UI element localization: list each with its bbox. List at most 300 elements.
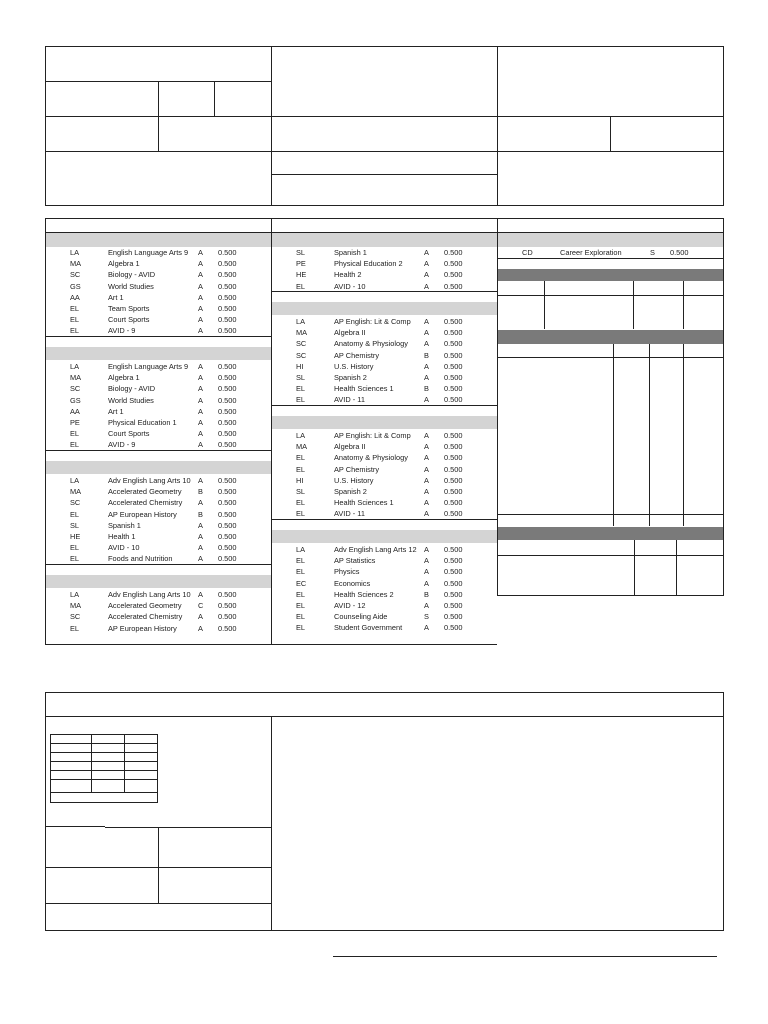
course-code: HI bbox=[296, 361, 304, 371]
course-row bbox=[272, 361, 497, 372]
course-row bbox=[46, 428, 271, 439]
course-grade: A bbox=[424, 556, 429, 566]
course-grade: A bbox=[424, 600, 429, 610]
course-grade: A bbox=[198, 440, 203, 450]
course-grade: S bbox=[424, 612, 429, 622]
course-grade: A bbox=[424, 567, 429, 577]
course-row bbox=[46, 395, 271, 406]
course-row bbox=[46, 509, 271, 520]
course-course: AP Chemistry bbox=[334, 350, 380, 360]
course-credit: 0.500 bbox=[218, 590, 237, 599]
course-grade: A bbox=[424, 545, 429, 554]
course-row bbox=[46, 553, 271, 564]
course-row bbox=[272, 394, 497, 405]
course-grade: A bbox=[198, 303, 203, 313]
course-course: Accelerated Geometry bbox=[108, 601, 182, 611]
course-course: Health 2 bbox=[334, 270, 362, 280]
course-grade: A bbox=[198, 270, 203, 280]
course-grade: A bbox=[198, 373, 203, 383]
course-credit: 0.500 bbox=[444, 431, 463, 440]
course-course: World Studies bbox=[108, 395, 154, 405]
course-course: Adv English Lang Arts 12 bbox=[334, 545, 417, 554]
course-credit: 0.500 bbox=[218, 601, 237, 611]
course-course: U.S. History bbox=[334, 361, 374, 371]
course-credit: 0.500 bbox=[444, 328, 463, 338]
course-code: GS bbox=[70, 395, 81, 405]
course-row bbox=[46, 497, 271, 508]
course-grade: A bbox=[424, 281, 429, 291]
course-credit: 0.500 bbox=[218, 292, 237, 302]
course-grade: A bbox=[198, 498, 203, 508]
course-code: LA bbox=[296, 545, 306, 554]
grid-line bbox=[50, 743, 158, 744]
course-group bbox=[272, 247, 497, 292]
course-grade: C bbox=[198, 601, 204, 611]
summary-section bbox=[45, 692, 724, 931]
course-grade: A bbox=[424, 431, 429, 440]
course-code: LA bbox=[296, 317, 306, 326]
course-course: World Studies bbox=[108, 281, 154, 291]
course-credit: 0.500 bbox=[218, 623, 237, 633]
course-code: SC bbox=[70, 384, 81, 394]
course-code: HE bbox=[296, 270, 307, 280]
course-course: AP Chemistry bbox=[334, 464, 380, 474]
course-grade: A bbox=[198, 395, 203, 405]
course-code: EC bbox=[296, 578, 307, 588]
course-course: Accelerated Chemistry bbox=[108, 498, 183, 508]
course-code: PE bbox=[70, 417, 80, 427]
course-credit: 0.500 bbox=[444, 589, 463, 599]
course-row bbox=[46, 258, 271, 269]
course-code: EL bbox=[296, 498, 306, 508]
course-course: Algebra 1 bbox=[108, 259, 140, 269]
course-row bbox=[46, 314, 271, 325]
course-row bbox=[272, 372, 497, 383]
course-course: Adv English Lang Arts 10 bbox=[108, 590, 191, 599]
course-row bbox=[272, 350, 497, 361]
course-grade: A bbox=[424, 486, 429, 496]
course-code: EL bbox=[296, 600, 306, 610]
course-course: Adv English Lang Arts 10 bbox=[108, 476, 191, 485]
course-code: EL bbox=[70, 554, 80, 564]
course-code: LA bbox=[70, 476, 80, 485]
course-grade: A bbox=[198, 315, 203, 325]
course-row bbox=[272, 508, 497, 519]
course-grade: A bbox=[424, 395, 429, 405]
course-group bbox=[272, 544, 497, 634]
course-grade: A bbox=[424, 442, 429, 452]
course-credit: 0.500 bbox=[218, 406, 237, 416]
course-grade: A bbox=[198, 259, 203, 269]
course-course: Student Government bbox=[334, 623, 403, 633]
course-row bbox=[272, 600, 497, 611]
course-grade: A bbox=[424, 453, 429, 463]
course-grade: A bbox=[198, 417, 203, 427]
course-grade: A bbox=[198, 543, 203, 553]
course-credit: 0.500 bbox=[444, 361, 463, 371]
course-code: GS bbox=[70, 281, 81, 291]
course-credit: 0.500 bbox=[218, 303, 237, 313]
course-row bbox=[46, 600, 271, 611]
course-credit: 0.500 bbox=[218, 531, 237, 541]
course-grade: A bbox=[198, 362, 203, 371]
course-code: EL bbox=[296, 464, 306, 474]
course-grade: A bbox=[198, 292, 203, 302]
course-course: AP English: Lit & Comp bbox=[334, 431, 411, 440]
course-grade: B bbox=[424, 350, 429, 360]
course-row bbox=[272, 258, 497, 269]
course-row bbox=[272, 281, 497, 292]
course-row bbox=[46, 623, 271, 634]
course-row bbox=[46, 611, 271, 622]
course-credit: 0.500 bbox=[444, 600, 463, 610]
course-grade: A bbox=[198, 612, 203, 622]
course-group bbox=[46, 475, 271, 565]
course-code: LA bbox=[70, 590, 80, 599]
course-row bbox=[498, 247, 723, 258]
course-code: SL bbox=[296, 486, 306, 496]
course-credit: 0.500 bbox=[444, 567, 463, 577]
course-credit: 0.500 bbox=[444, 612, 463, 622]
course-code: AA bbox=[70, 292, 80, 302]
course-row bbox=[46, 383, 271, 394]
course-code: EL bbox=[296, 395, 306, 405]
course-course: AP European History bbox=[108, 509, 177, 519]
course-code: MA bbox=[70, 373, 82, 383]
course-grade: A bbox=[424, 498, 429, 508]
course-grade: A bbox=[198, 384, 203, 394]
course-code: EL bbox=[70, 303, 80, 313]
course-code: EL bbox=[296, 589, 306, 599]
course-course: Biology - AVID bbox=[108, 270, 156, 280]
course-credit: 0.500 bbox=[444, 578, 463, 588]
grid-line bbox=[50, 761, 158, 762]
course-code: EL bbox=[296, 567, 306, 577]
course-course: Spanish 2 bbox=[334, 486, 367, 496]
course-row bbox=[272, 247, 497, 258]
course-row bbox=[272, 452, 497, 463]
course-course: Art 1 bbox=[108, 292, 124, 302]
course-grade: A bbox=[424, 270, 429, 280]
course-row bbox=[46, 269, 271, 280]
signature-line bbox=[333, 956, 717, 957]
course-credit: 0.500 bbox=[444, 556, 463, 566]
course-grade: A bbox=[424, 509, 429, 519]
course-row bbox=[46, 361, 271, 372]
course-credit: 0.500 bbox=[218, 315, 237, 325]
course-grade: A bbox=[424, 328, 429, 338]
course-grade: A bbox=[198, 520, 203, 530]
course-row bbox=[272, 430, 497, 441]
course-code: EL bbox=[296, 281, 306, 291]
course-row bbox=[46, 247, 271, 258]
form-rule bbox=[45, 867, 271, 868]
course-credit: 0.500 bbox=[218, 417, 237, 427]
course-course: Anatomy & Physiology bbox=[334, 339, 408, 349]
course-grade: A bbox=[198, 406, 203, 416]
course-code: MA bbox=[70, 487, 82, 497]
course-code: PE bbox=[296, 259, 306, 269]
course-row bbox=[46, 292, 271, 303]
course-grade: A bbox=[198, 281, 203, 291]
course-row bbox=[46, 439, 271, 450]
form-divider bbox=[158, 827, 159, 903]
course-credit: 0.500 bbox=[444, 372, 463, 382]
course-credit: 0.500 bbox=[444, 545, 463, 554]
course-grade: A bbox=[424, 339, 429, 349]
course-row bbox=[46, 325, 271, 336]
course-course: Physical Education 1 bbox=[108, 417, 177, 427]
course-course: Spanish 1 bbox=[334, 248, 367, 257]
course-credit: 0.500 bbox=[444, 384, 463, 394]
course-credit: 0.500 bbox=[444, 395, 463, 405]
course-credit: 0.500 bbox=[218, 429, 237, 439]
course-credit: 0.500 bbox=[444, 498, 463, 508]
course-course: Court Sports bbox=[108, 429, 150, 439]
course-course: Economics bbox=[334, 578, 371, 588]
course-credit: 0.500 bbox=[218, 326, 237, 336]
course-code: LA bbox=[70, 362, 80, 371]
summary-header-rule bbox=[45, 716, 724, 717]
course-credit: 0.500 bbox=[218, 384, 237, 394]
course-credit: 0.500 bbox=[218, 440, 237, 450]
course-course: AVID - 10 bbox=[334, 281, 366, 291]
course-course: Art 1 bbox=[108, 406, 124, 416]
course-code: SC bbox=[70, 612, 81, 622]
course-course: Accelerated Geometry bbox=[108, 487, 182, 497]
course-course: Foods and Nutrition bbox=[108, 554, 173, 564]
course-credit: 0.500 bbox=[444, 464, 463, 474]
course-code: MA bbox=[70, 601, 82, 611]
course-row bbox=[46, 303, 271, 314]
course-row bbox=[272, 441, 497, 452]
course-course: Accelerated Chemistry bbox=[108, 612, 183, 622]
course-row bbox=[272, 589, 497, 600]
course-grade: A bbox=[424, 578, 429, 588]
course-course: Health Sciences 2 bbox=[334, 589, 394, 599]
course-code: MA bbox=[70, 259, 82, 269]
course-row bbox=[46, 486, 271, 497]
course-row bbox=[272, 383, 497, 394]
course-grade: A bbox=[424, 361, 429, 371]
form-rule bbox=[45, 826, 105, 827]
course-row bbox=[272, 327, 497, 338]
course-credit: 0.500 bbox=[444, 270, 463, 280]
course-credit: 0.500 bbox=[218, 395, 237, 405]
course-course: AP English: Lit & Comp bbox=[334, 317, 411, 326]
course-credit: 0.500 bbox=[444, 442, 463, 452]
course-grade: S bbox=[650, 248, 655, 257]
course-code: SC bbox=[70, 270, 81, 280]
course-course: Career Exploration bbox=[560, 248, 622, 257]
course-code: HI bbox=[296, 475, 304, 485]
course-course: U.S. History bbox=[334, 475, 374, 485]
course-course: Health Sciences 1 bbox=[334, 384, 394, 394]
course-code: EL bbox=[70, 543, 80, 553]
course-grade: A bbox=[424, 372, 429, 382]
course-row bbox=[272, 269, 497, 280]
course-code: MA bbox=[296, 442, 308, 452]
course-credit: 0.500 bbox=[444, 259, 463, 269]
course-code: CD bbox=[522, 248, 533, 257]
course-credit: 0.500 bbox=[444, 350, 463, 360]
course-credit: 0.500 bbox=[444, 453, 463, 463]
course-course: AVID - 11 bbox=[334, 395, 365, 405]
course-grade: A bbox=[198, 326, 203, 336]
course-credit: 0.500 bbox=[218, 487, 237, 497]
course-group bbox=[46, 589, 271, 634]
course-row bbox=[46, 531, 271, 542]
course-row bbox=[46, 372, 271, 383]
course-course: AVID - 9 bbox=[108, 326, 136, 336]
course-row bbox=[272, 611, 497, 622]
course-course: Court Sports bbox=[108, 315, 150, 325]
course-course: Algebra 1 bbox=[108, 373, 140, 383]
course-credit: 0.500 bbox=[218, 373, 237, 383]
course-row bbox=[272, 544, 497, 555]
course-credit: 0.500 bbox=[670, 248, 689, 257]
grid-line bbox=[50, 752, 158, 753]
course-code: EL bbox=[296, 556, 306, 566]
course-row bbox=[272, 464, 497, 475]
course-code: LA bbox=[296, 431, 306, 440]
course-credit: 0.500 bbox=[218, 362, 237, 371]
course-credit: 0.500 bbox=[444, 339, 463, 349]
course-code: SC bbox=[70, 498, 81, 508]
course-code: EL bbox=[70, 440, 80, 450]
course-grade: B bbox=[424, 384, 429, 394]
course-course: AVID - 11 bbox=[334, 509, 365, 519]
course-course: Health Sciences 1 bbox=[334, 498, 394, 508]
course-code: EL bbox=[296, 453, 306, 463]
course-group bbox=[46, 247, 271, 337]
course-credit: 0.500 bbox=[444, 486, 463, 496]
course-course: Counseling Aide bbox=[334, 612, 388, 622]
course-grade: A bbox=[424, 259, 429, 269]
course-row bbox=[272, 578, 497, 589]
course-grade: A bbox=[198, 531, 203, 541]
course-code: HE bbox=[70, 531, 81, 541]
course-credit: 0.500 bbox=[218, 520, 237, 530]
course-row bbox=[272, 316, 497, 327]
course-course: AVID - 9 bbox=[108, 440, 136, 450]
course-credit: 0.500 bbox=[444, 248, 463, 257]
course-grade: A bbox=[424, 475, 429, 485]
course-credit: 0.500 bbox=[218, 259, 237, 269]
course-course: Algebra II bbox=[334, 328, 366, 338]
course-grade: B bbox=[198, 509, 203, 519]
course-row bbox=[272, 555, 497, 566]
course-credit: 0.500 bbox=[218, 612, 237, 622]
course-grade: A bbox=[424, 623, 429, 633]
course-grade: B bbox=[198, 487, 203, 497]
course-row bbox=[272, 497, 497, 508]
summary-divider bbox=[271, 716, 272, 931]
course-course: Physics bbox=[334, 567, 360, 577]
course-course: AVID - 12 bbox=[334, 600, 366, 610]
course-credit: 0.500 bbox=[218, 554, 237, 564]
course-course: Team Sports bbox=[108, 303, 150, 313]
course-grade: A bbox=[198, 248, 203, 257]
course-code: AA bbox=[70, 406, 80, 416]
course-row bbox=[46, 406, 271, 417]
course-grade: A bbox=[198, 554, 203, 564]
course-row bbox=[46, 417, 271, 428]
course-credit: 0.500 bbox=[444, 317, 463, 326]
course-credit: 0.500 bbox=[218, 498, 237, 508]
course-code: SL bbox=[296, 372, 306, 382]
course-code: MA bbox=[296, 328, 308, 338]
course-grade: A bbox=[198, 590, 203, 599]
courses-bottom-rule bbox=[45, 644, 497, 645]
course-credit: 0.500 bbox=[444, 509, 463, 519]
course-credit: 0.500 bbox=[218, 270, 237, 280]
course-row bbox=[46, 589, 271, 600]
course-row bbox=[46, 475, 271, 486]
course-grade: B bbox=[424, 589, 429, 599]
course-group bbox=[272, 430, 497, 520]
course-credit: 0.500 bbox=[444, 475, 463, 485]
course-grade: A bbox=[424, 317, 429, 326]
course-course: Physical Education 2 bbox=[334, 259, 403, 269]
course-code: EL bbox=[296, 384, 306, 394]
course-credit: 0.500 bbox=[218, 543, 237, 553]
course-row bbox=[272, 566, 497, 577]
course-code: EL bbox=[296, 509, 306, 519]
form-rule bbox=[105, 827, 271, 828]
course-group bbox=[272, 316, 497, 406]
course-code: SC bbox=[296, 339, 307, 349]
course-course: Spanish 2 bbox=[334, 372, 367, 382]
course-credit: 0.500 bbox=[218, 248, 237, 257]
course-grade: A bbox=[198, 623, 203, 633]
course-row bbox=[272, 622, 497, 633]
course-course: AP Statistics bbox=[334, 556, 376, 566]
course-row bbox=[46, 281, 271, 292]
grid-line bbox=[50, 779, 158, 780]
course-grade: A bbox=[424, 464, 429, 474]
course-code: EL bbox=[296, 612, 306, 622]
course-course: Anatomy & Physiology bbox=[334, 453, 408, 463]
course-row bbox=[46, 520, 271, 531]
course-course: AVID - 10 bbox=[108, 543, 140, 553]
course-code: EL bbox=[70, 623, 80, 633]
course-grade: A bbox=[198, 476, 203, 485]
course-code: SC bbox=[296, 350, 307, 360]
course-code: LA bbox=[70, 248, 80, 257]
course-course: Spanish 1 bbox=[108, 520, 141, 530]
course-code: EL bbox=[70, 315, 80, 325]
course-row bbox=[272, 338, 497, 349]
course-credit: 0.500 bbox=[218, 476, 237, 485]
course-row bbox=[272, 486, 497, 497]
course-code: EL bbox=[70, 509, 80, 519]
course-credit: 0.500 bbox=[218, 509, 237, 519]
course-course: English Language Arts 9 bbox=[108, 248, 189, 257]
course-grade: A bbox=[198, 429, 203, 439]
course-credit: 0.500 bbox=[218, 281, 237, 291]
grid-line bbox=[50, 770, 158, 771]
course-code: EL bbox=[70, 326, 80, 336]
course-code: SL bbox=[70, 520, 80, 530]
course-code: SL bbox=[296, 248, 306, 257]
course-group bbox=[498, 247, 723, 258]
course-course: English Language Arts 9 bbox=[108, 362, 189, 371]
course-grade: A bbox=[424, 248, 429, 257]
course-row bbox=[46, 542, 271, 553]
course-course: Biology - AVID bbox=[108, 384, 156, 394]
course-code: EL bbox=[296, 623, 306, 633]
